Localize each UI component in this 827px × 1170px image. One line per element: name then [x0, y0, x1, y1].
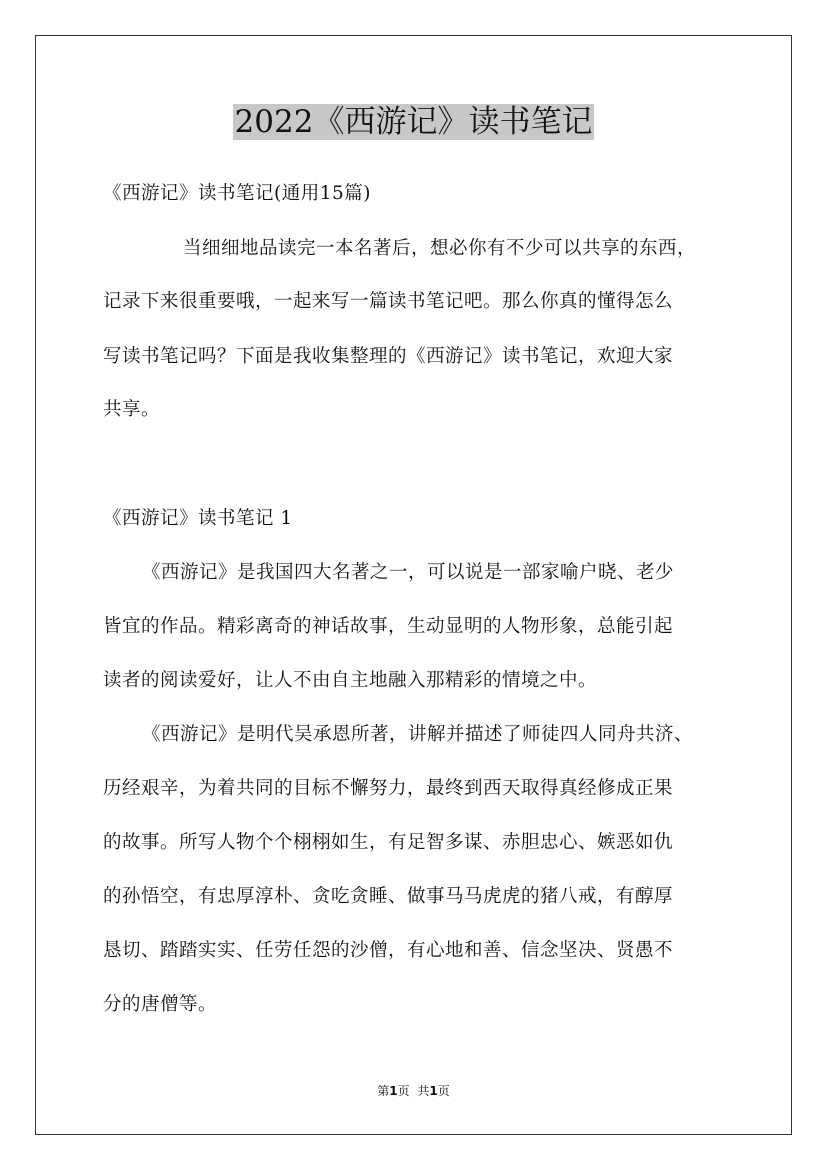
paragraph-line: 读者的阅读爱好，让人不由自主地融入那精彩的情境之中。 [103, 670, 598, 691]
intro-line: 写读书笔记吗？下面是我收集整理的《西游记》读书笔记，欢迎大家 [103, 346, 674, 367]
paragraph-line: 的故事。所写人物个个栩栩如生，有足智多谋、赤胆忠心、嫉恶如仇 [103, 832, 674, 853]
footer-total-number: 1 [429, 1084, 438, 1098]
paragraph-line: 皆宜的作品。精彩离奇的神话故事，生动显明的人物形象，总能引起 [103, 616, 674, 637]
intro-line: 记录下来很重要哦，一起来写一篇读书笔记吧。那么你真的懂得怎么 [103, 291, 674, 312]
section-heading: 《西游记》读书笔记 1 [103, 508, 293, 529]
paragraph-line: 恳切、踏踏实实、任劳任怨的沙僧，有心地和善、信念坚决、贤愚不 [103, 940, 674, 961]
footer-total-prefix: 共 [417, 1084, 430, 1098]
footer-page-prefix: 第 [377, 1084, 390, 1098]
paragraph-line: 的孙悟空，有忠厚淳朴、贪吃贪睡、做事马马虎虎的猪八戒，有醇厚 [103, 886, 674, 907]
intro-line: 当细细地品读完一本名著后，想必你有不少可以共享的东西， [183, 238, 697, 259]
document-title-text: 2022《西游记》读书笔记 [234, 104, 593, 140]
paragraph-line: 《西游记》是我国四大名著之一，可以说是一部家喻户晓、老少 [142, 562, 675, 583]
footer-total-suffix: 页 [437, 1084, 450, 1098]
footer-page-suffix: 页 [397, 1084, 410, 1098]
document-title [0, 100, 827, 144]
document-subtitle: 《西游记》读书笔记(通用15篇) [103, 183, 371, 204]
footer-page-number: 1 [389, 1084, 398, 1098]
paragraph-line: 分的唐僧等。 [103, 994, 218, 1015]
intro-line: 共享。 [103, 399, 161, 420]
page-footer [0, 1083, 827, 1099]
paragraph-line: 历经艰辛，为着共同的目标不懈努力，最终到西天取得真经修成正果 [103, 778, 674, 799]
paragraph-line: 《西游记》是明代吴承恩所著，讲解并描述了师徒四人同舟共济、 [142, 724, 694, 745]
